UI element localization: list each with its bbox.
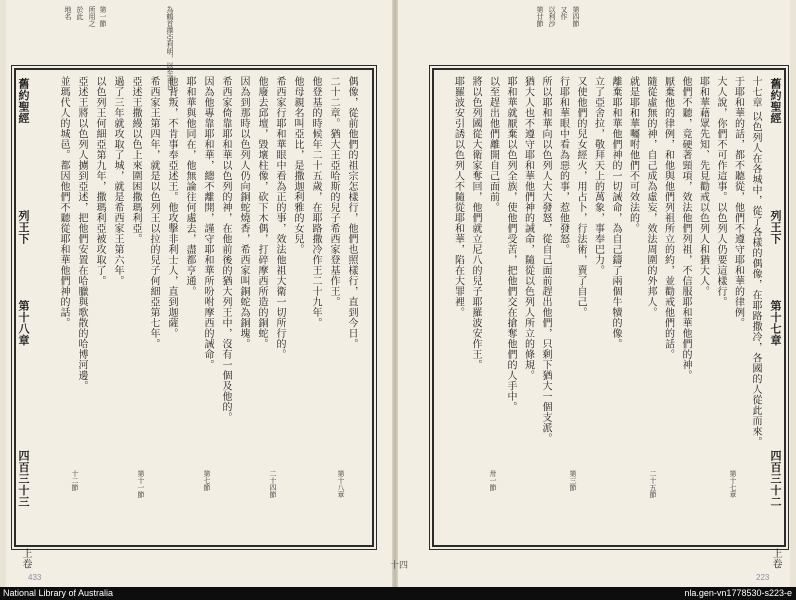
right-bottom-note-1: 第十七章	[729, 470, 737, 498]
right-bottom-note-4: 卅一節	[489, 470, 497, 491]
left-text-column: 他背叛，不肯事奉亞述王。他攻擊非利士人，直到迦薩。	[166, 76, 177, 339]
right-book-title: 舊約聖經	[769, 78, 782, 124]
right-book-name: 列王下	[769, 210, 782, 245]
right-volume: 上卷	[770, 548, 781, 569]
right-bottom-note-3: 第三節	[569, 470, 577, 491]
left-top-note-1: 第一節	[99, 6, 107, 27]
right-top-note-4: 第廿節	[536, 6, 544, 27]
right-text-column: 耶羅波安引誘以色列人不隨從耶和華，陷在大罪裡。	[452, 76, 464, 318]
right-text-column: 將以色列國從大衛家奪回，他們就立尼八的兒子耶羅波安作王。	[470, 76, 481, 370]
left-text-column: 二十二章。猶大王亞哈斯的兒子希西家登基作王。	[328, 76, 339, 307]
left-text-column: 希西家行耶和華眼中看為正的事，效法他祖大衛一切所行的。	[274, 76, 285, 360]
left-page-number: 四百三十三	[17, 450, 30, 508]
left-text-column: 希西家王第四年，就是以色列王以拉的兒子何細亞第七年。	[148, 76, 159, 349]
left-top-note-4: 地名	[64, 6, 72, 20]
right-text-column: 立了亞舍拉，敬拜天上的萬象，事奉巴力。	[592, 76, 604, 276]
right-text-column: 所以耶和華向以色列人大大發怒，從自己面前趕出他們，只剩下猶大一個支派。	[540, 76, 551, 444]
left-pencil-number: 433	[28, 573, 42, 582]
right-text-column: 耶和華就厭棄以色列全族，使他們受苦，把他們交在搶奪他們的人手中。	[505, 76, 516, 412]
right-text-column: 又使他們的兒女經火，用占卜，行法術，賣了自己。	[575, 76, 586, 318]
right-bottom-note-2: 二十五節	[649, 470, 657, 498]
right-top-note-3: 以利沙	[548, 6, 556, 27]
right-text-column: 行耶和華眼中看為惡的事，惹他發怒。	[557, 76, 569, 255]
left-chapter: 第十八章	[17, 300, 30, 346]
right-text-column: 離棄耶和華他們神的一切誡命，為自己鑄了兩個牛犢的像。	[610, 76, 621, 349]
right-text-column: 于耶和華的話，都不聽從，他們不遵守耶和華的律例。	[732, 76, 744, 328]
left-top-note-2: 所用之	[88, 6, 96, 27]
right-text-column: 以至趕出他們離開自己面前。	[487, 76, 499, 213]
right-text-column: 隨從虛無的神，自己成為虛妄，效法周圍的外邦人。	[645, 76, 656, 318]
right-page	[398, 0, 790, 587]
right-text-column: 就是耶和華囑咐他們不可效法的。	[627, 76, 639, 234]
left-bottom-note-2: 二十四節	[269, 470, 277, 498]
right-text-column: 厭棄他的律例，和他與他們列祖所立的約，並勸戒他們的話。	[662, 76, 674, 360]
left-text-column: 希西家倚靠耶和華以色列的神，在他前後的猶大列王中，沒有一個及他的。	[220, 76, 231, 423]
left-text-column: 亞述王撒縵以色上來圍困撒瑪利亞。	[130, 76, 141, 244]
right-text-column: 他們不聽，竟硬著頸項，效法他們列祖，不信服耶和華他們的神。	[680, 76, 691, 381]
left-text-column: 因為到那時以色列人仍向銅蛇燒香，希西家叫銅蛇為銅塊。	[238, 76, 249, 349]
left-bottom-note-5: 十二節	[71, 470, 79, 491]
footer-bar	[0, 587, 796, 600]
right-top-note-1: 第四節	[572, 6, 580, 27]
left-bottom-note-3: 第七節	[203, 470, 211, 491]
left-page	[6, 0, 393, 587]
footer-library-name: National Library of Australia	[3, 588, 114, 598]
left-book-name: 列王下	[17, 210, 30, 245]
right-pencil-number: 223	[756, 573, 770, 582]
footer-identifier: nla.gen-vn1778530-s223-e	[684, 588, 792, 598]
right-text-column: 大人說，你們不可作這事。以色列人仍要這樣行。	[715, 76, 726, 307]
center-gutter-mark: 十四	[390, 561, 409, 571]
left-top-note-3: 於此	[76, 6, 84, 20]
left-side-note: 為鶴首擇亞利明，以至百日。	[166, 6, 174, 97]
left-volume: 上卷	[20, 548, 31, 569]
right-top-note-2: 又作	[560, 6, 568, 20]
left-text-column: 他母親名叫亞比，是撒迦利雅的女兒。	[292, 76, 303, 255]
left-text-column: 以色列王何細亞第九年，撒瑪利亞被攻取了。	[94, 76, 105, 286]
left-text-column: 耶和華與他同在，他無論往何處去，盡都亨通。	[184, 76, 195, 297]
left-text-column: 亞述王將以色列人擄到亞述，把他們安置在哈臘與歌散的哈博河邊。	[76, 76, 87, 391]
left-text-column: 因為他專靠耶和華，總不離開，謹守耶和華所吩咐摩西的誡命。	[202, 76, 213, 370]
left-bottom-note-1: 第十八章	[337, 470, 345, 498]
left-book-title: 舊約聖經	[17, 78, 30, 124]
right-chapter: 第十七章	[769, 300, 782, 346]
left-text-column: 偶像，從前他們的祖宗怎樣行，他們也照樣行，直到今日。	[346, 76, 357, 349]
right-page-number: 四百三十二	[769, 450, 782, 508]
left-bottom-note-4: 第十一節	[137, 470, 145, 498]
right-text-column: 十七章 以色列人在各城中，從了各樣的偶像，在耶路撒冷，各國的人從此而來。	[750, 76, 761, 448]
left-text-column: 他登基的時候年二十五歲，在耶路撒冷作王二十九年。	[310, 76, 321, 328]
left-text-column: 過了三年就攻取了城，就是希西家王第六年。	[112, 76, 123, 286]
left-text-column: 他廢去邱壇，毀壞柱像，砍下木偶，打碎摩西所造的銅蛇。	[256, 76, 267, 349]
left-text-column: 並瑪代人的城邑。都因他們不聽從耶和華他們神的話。	[58, 76, 69, 328]
right-text-column: 耶和華藉眾先知、先見勸戒以色列人和猶大人。	[697, 76, 709, 297]
right-text-column: 猶大人也不遵守耶和華他們神的誡命，隨從以色列人所立的條規。	[522, 76, 534, 381]
